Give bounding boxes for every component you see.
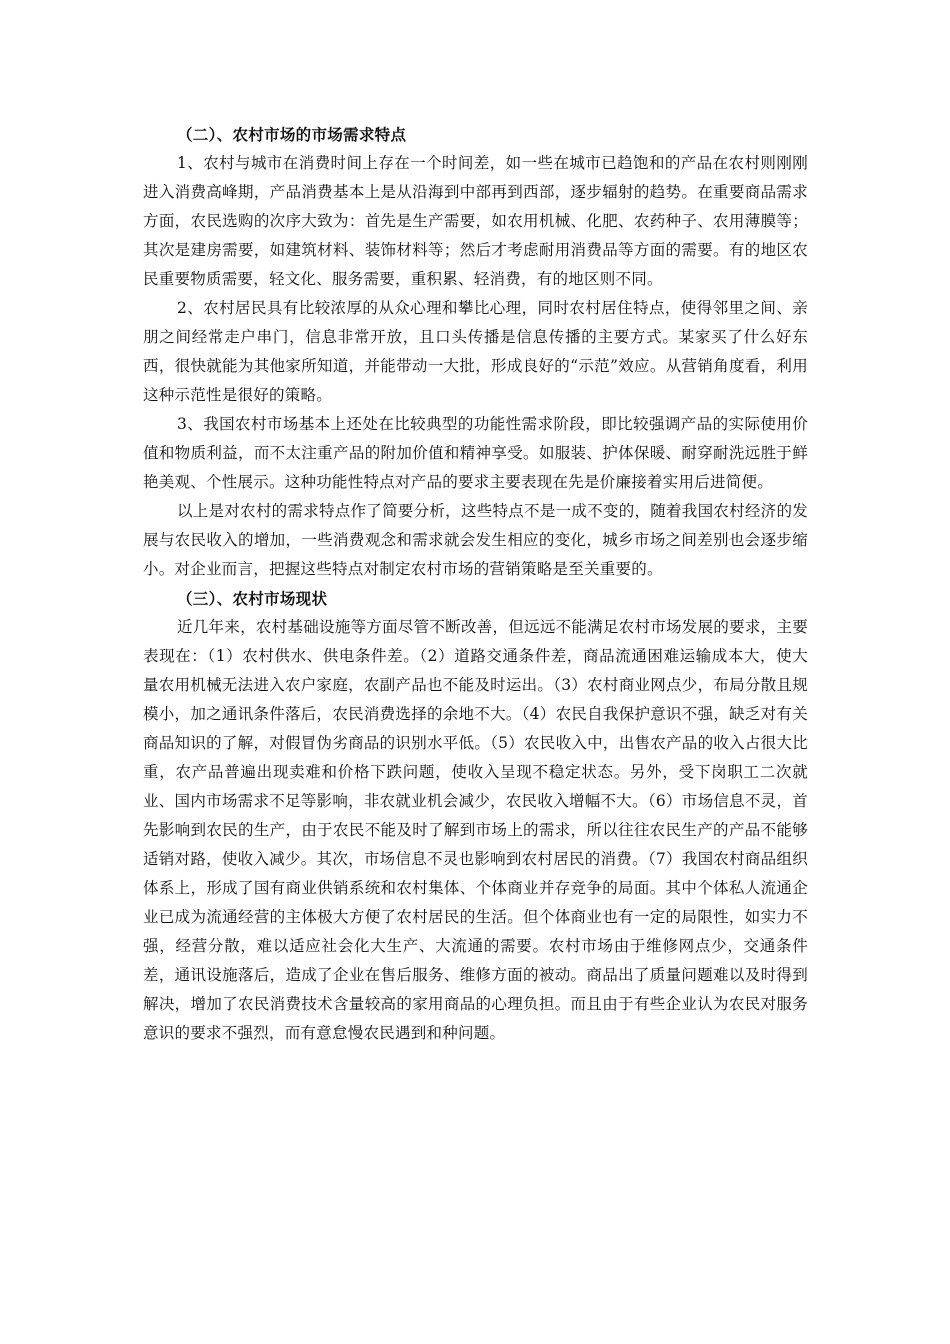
paragraph-summary: 以上是对农村的需求特点作了简要分析，这些特点不是一成不变的，随着我国农村经济的发展与农民收入的增加，一些消费观念和需求就会发生相应的变化，城乡市场之间差别也会逐步缩小。对企业而言，把握这些特点对制定农村市场的营销策略是至关重要的。 [143,502,808,578]
paragraph-time-difference: 1、农村与城市在消费时间上存在一个时间差，如一些在城市已趋饱和的产品在农村则刚刚进入消费高峰期，产品消费基本上是从沿海到中部再到西部，逐步辐射的趋势。在重要商品需求方面，农民选购的次序大致为：首先是生产需要，如农用机械、化肥、农药种子、农用薄膜等；其次是建房需要，如建筑材料、装饰材料等；然后才考虑耐用消费品等方面的需要。有的地区农民重要物质需要，轻文化、服务需要，重积累、轻消费，有的地区则不同。 [143,154,808,288]
document-body [143,120,808,1048]
paragraph-functional-demand: 3、我国农村市场基本上还处在比较典型的功能性需求阶段，即比较强调产品的实际使用价值和物质利益，而不太注重产品的附加价值和精神享受。如服装、护体保暖、耐穿耐洗远胜于鲜艳美观、个性展示。这种功能性特点对产品的要求主要表现在先是价廉接着实用后进简便。 [143,415,808,491]
section-heading-market-status: （三）、农村市场现状 [177,589,328,608]
paragraph-conformity-psychology: 2、农村居民具有比较浓厚的从众心理和攀比心理，同时农村居住特点，使得邻里之间、亲朋之间经常走户串门，信息非常开放，且口头传播是信息传播的主要方式。某家买了什么好东西，很快就能为其他家所知道，并能带动一大批，形成良好的“示范”效应。从营销角度看，利用这种示范性是很好的策略。 [143,299,808,404]
paragraph-market-status: 近几年来，农村基础设施等方面尽管不断改善，但远远不能满足农村市场发展的要求，主要表现在：（1）农村供水、供电条件差。（2）道路交通条件差，商品流通困难运输成本大，使大量农用机械无法进入农户家庭，农副产品也不能及时运出。（3）农村商业网点少，布局分散且规模小，加之通讯条件落后，农民消费选择的余地不大。（4）农民自我保护意识不强，缺乏对有关商品知识的了解，对假冒伪劣商品的识别水平低。（5）农民收入中，出售农产品的收入占很大比重，农产品普遍出现卖难和价格下跌问题，使收入呈现不稳定状态。另外，受下岗职工二次就业、国内市场需求不足等影响，非农就业机会减少，农民收入增幅不大。（6）市场信息不灵，首先影响到农民的生产，由于农民不能及时了解到市场上的需求，所以往往农民生产的产品不能够适销对路，使收入减少。其次，市场信息不灵也影响到农村居民的消费。（7）我国农村商品组织体系上，形成了国有商业供销系统和农村集体、个体商业并存竞争的局面。其中个体私人流通企业已成为流通经营的主体极大方便了农村居民的生活。但个体商业也有一定的局限性，如实力不强，经营分散，难以适应社会化大生产、大流通的需要。农村市场由于维修网点少，交通条件差，通讯设施落后，造成了企业在售后服务、维修方面的被动。商品出了质量问题难以及时得到解决，增加了农民消费技术含量较高的家用商品的心理负担。而且由于有些企业认为农民对服务意识的要求不强烈，而有意怠慢农民遇到和种问题。 [143,618,808,1042]
section-heading-market-demand: （二）、农村市场的市场需求特点 [177,125,407,144]
